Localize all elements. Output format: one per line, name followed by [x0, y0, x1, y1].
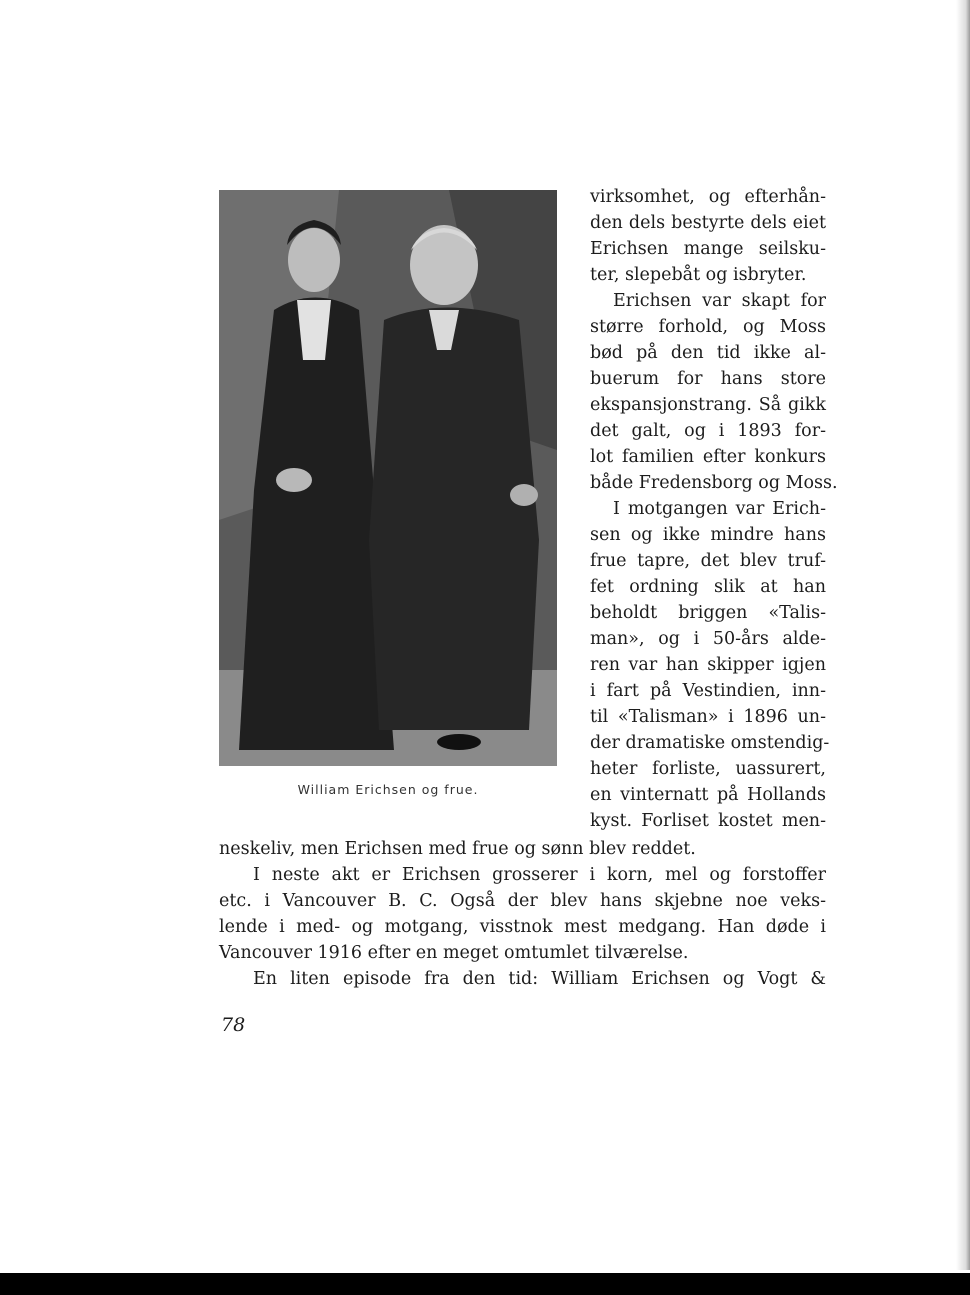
column-line: større forhold, og Moss: [590, 317, 826, 337]
column-line: frue tapre, det blev truf-: [590, 551, 826, 571]
column-line: ter, slepebåt og isbryter.: [590, 265, 807, 285]
column-line: fet ordning slik at han: [590, 577, 826, 597]
column-line: beholdt briggen «Talis-: [590, 603, 826, 623]
column-line: man», og i 50-års alde-: [590, 629, 826, 649]
column-line: der dramatiske omstendig-: [590, 733, 830, 753]
portrait-photo: [219, 190, 557, 766]
page-number: 78: [221, 1014, 246, 1036]
scan-bottom-border: [0, 1273, 970, 1295]
column-line: virksomhet, og efterhån-: [590, 187, 826, 207]
column-line: sen og ikke mindre hans: [590, 525, 826, 545]
column-line: kyst. Forliset kostet men-: [590, 811, 826, 831]
body-line: I neste akt er Erichsen grosserer i korn, mel og forstoffer: [253, 865, 826, 885]
body-line: lende i med- og motgang, visstnok mest medgang. Han døde i: [219, 917, 826, 937]
column-line: til «Talisman» i 1896 un-: [590, 707, 826, 727]
column-line: buerum for hans store: [590, 369, 826, 389]
portrait-illustration: [219, 190, 557, 766]
column-line: ekspansjonstrang. Så gikk: [590, 395, 826, 415]
page-edge-shadow: [956, 0, 970, 1270]
column-line: Erichsen mange seilsku-: [590, 239, 826, 259]
column-line: Erichsen var skapt for: [613, 291, 826, 311]
body-line: Vancouver 1916 efter en meget omtumlet tilværelse.: [219, 943, 689, 963]
column-line: en vinternatt på Hollands: [590, 785, 826, 805]
column-line: bød på den tid ikke al-: [590, 343, 826, 363]
photo-caption: William Erichsen og frue.: [297, 782, 479, 797]
body-line: neskeliv, men Erichsen med frue og sønn blev reddet.: [219, 839, 696, 859]
column-line: lot familien efter konkurs: [590, 447, 826, 467]
body-line: etc. i Vancouver B. C. Også der blev hans skjebne noe veks-: [219, 891, 826, 911]
column-line: i fart på Vestindien, inn-: [590, 681, 826, 701]
column-line: det galt, og i 1893 for-: [590, 421, 826, 441]
column-line: heter forliste, uassurert,: [590, 759, 826, 779]
column-line: ren var han skipper igjen: [590, 655, 826, 675]
body-line: En liten episode fra den tid: William Erichsen og Vogt &: [253, 969, 826, 989]
column-line: både Fredensborg og Moss.: [590, 473, 838, 493]
column-line: I motgangen var Erich-: [613, 499, 826, 519]
column-line: den dels bestyrte dels eiet: [590, 213, 826, 233]
